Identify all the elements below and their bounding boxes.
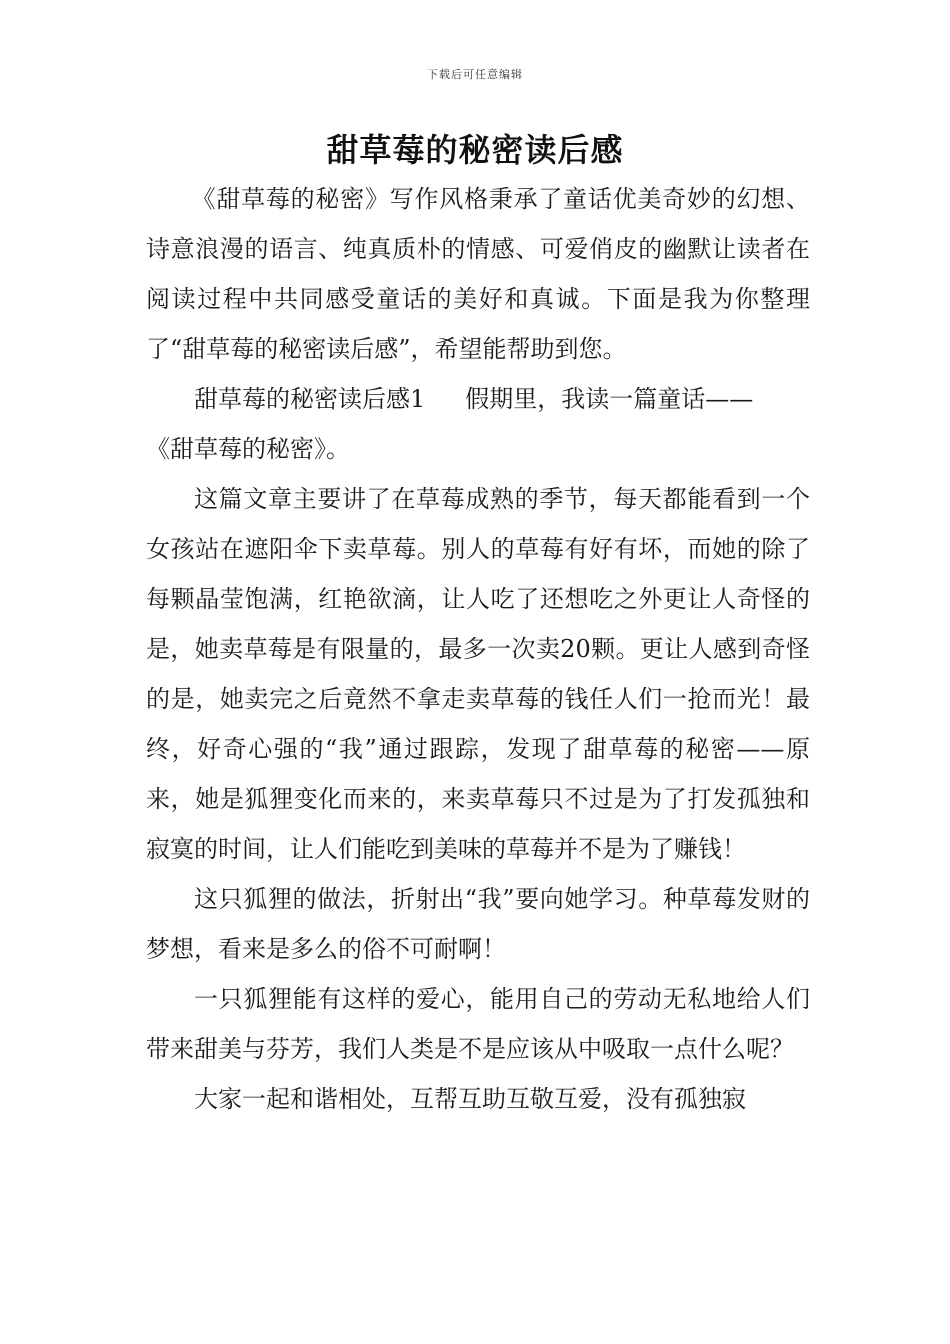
paragraph-reflection-3: 大家一起和谐相处，互帮互助互敬互爱，没有孤独寂 (194, 1085, 746, 1113)
paragraph-summary: 这篇文章主要讲了在草莓成熟的季节，每天都能看到一个女孩站在遮阳伞下卖草莓。别人的草莓有好有坏，而她的除了每颗晶莹饱满，红艳欲滴，让人吃了还想吃之外更让人奇怪的是，她卖草莓是有限量的，最多一次卖20颗。更让人感到奇怪的是，她卖完之后竟然不拿走卖草莓的钱任人们一抢而光！最终，好奇心强的“我”通过跟踪，发现了甜草莓的秘密——原来，她是狐狸变化而来的，来卖草莓只不过是为了打发孤独和寂寞的时间，让人们能吃到美味的草莓并不是为了赚钱！ (146, 485, 810, 863)
page-title: 甜草莓的秘密读后感 (326, 131, 624, 169)
paragraph-book-name: 《甜草莓的秘密》。 (146, 435, 350, 463)
header-note: 下载后可任意编辑 (427, 68, 523, 81)
paragraph-section-1-start (146, 374, 810, 424)
paragraph-reflection-1: 这只狐狸的做法，折射出“我”要向她学习。种草莓发财的梦想，看来是多么的俗不可耐啊！ (146, 885, 810, 963)
section-heading: 甜草莓的秘密读后感1 (194, 385, 426, 413)
document-body (146, 174, 810, 1124)
paragraph-intro: 《甜草莓的秘密》写作风格秉承了童话优美奇妙的幻想、诗意浪漫的语言、纯真质朴的情感、可爱俏皮的幽默让读者在阅读过程中共同感受童话的美好和真诚。下面是我为你整理了“甜草莓的秘密读后感”，希望能帮助到您。 (146, 185, 810, 363)
section-intro: 假期里，我读一篇童话—— (465, 385, 754, 413)
paragraph-reflection-2: 一只狐狸能有这样的爱心，能用自己的劳动无私地给人们带来甜美与芬芳，我们人类是不是应该从中吸取一点什么呢？ (146, 985, 810, 1063)
